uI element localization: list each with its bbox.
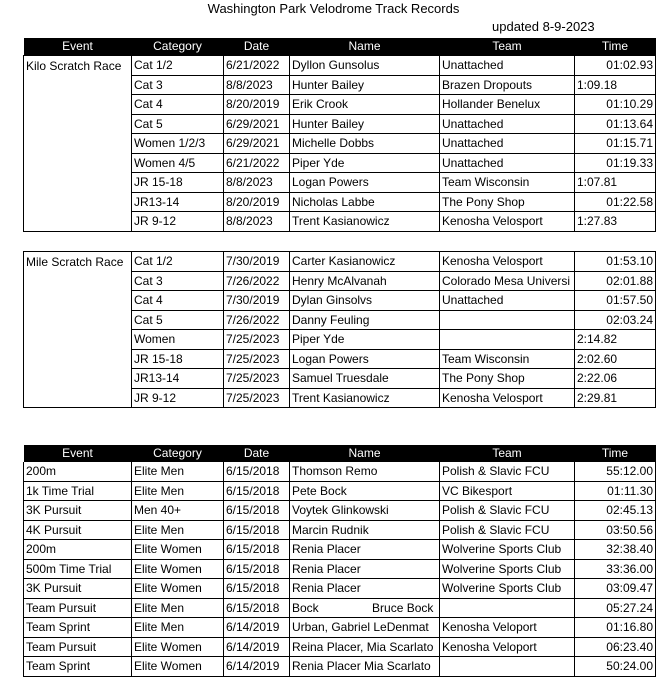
event-table-body	[24, 462, 656, 676]
header-time: Time	[575, 38, 656, 56]
time-cell: 2:29.81	[575, 388, 656, 408]
team-cell: Kenosha Velosport	[440, 212, 575, 232]
kilo-records-table	[23, 38, 656, 232]
category-cell: Elite Men	[132, 598, 224, 618]
category-cell: Elite Men	[132, 481, 224, 501]
name-cell: Renia Placer	[290, 540, 440, 560]
time-cell: 01:53.10	[575, 252, 656, 272]
date-cell: 6/15/2018	[224, 481, 290, 501]
time-cell: 1:09.18	[575, 75, 656, 95]
category-cell: JR13-14	[132, 192, 224, 212]
category-cell: Elite Men	[132, 618, 224, 638]
header-event: Event	[24, 38, 132, 56]
time-cell: 01:10.29	[575, 95, 656, 115]
team-cell: Kenosha Veloport	[440, 637, 575, 657]
time-cell: 06:23.40	[575, 637, 656, 657]
table-row	[24, 579, 656, 599]
table-row	[24, 95, 656, 115]
category-cell: JR 15-18	[132, 349, 224, 369]
team-cell: Brazen Dropouts	[440, 75, 575, 95]
time-cell: 01:19.33	[575, 153, 656, 173]
time-cell: 01:16.80	[575, 618, 656, 638]
date-cell: 6/15/2018	[224, 462, 290, 481]
table-row	[24, 637, 656, 657]
team-cell: Team Wisconsin	[440, 173, 575, 193]
category-cell: Cat 3	[132, 75, 224, 95]
team-cell	[440, 330, 575, 350]
date-cell: 6/29/2021	[224, 114, 290, 134]
team-cell: Wolverine Sports Club	[440, 559, 575, 579]
date-cell: 7/30/2019	[224, 252, 290, 272]
kilo-table-body	[24, 56, 656, 232]
table-row	[24, 657, 656, 677]
updated-date: updated 8-9-2023	[492, 19, 595, 34]
category-cell: JR13-14	[132, 369, 224, 389]
table-row	[24, 252, 656, 272]
name-cell: Samuel Truesdale	[290, 369, 440, 389]
event-cell	[24, 271, 132, 291]
event-cell	[24, 114, 132, 134]
event-cell	[24, 134, 132, 154]
event-cell	[24, 310, 132, 330]
team-cell: Hollander Benelux	[440, 95, 575, 115]
name-cell: Voytek Glinkowski	[290, 501, 440, 521]
header-team: Team	[440, 38, 575, 56]
name-cell: Carter Kasianowicz	[290, 252, 440, 272]
event-cell: 200m	[24, 462, 132, 481]
event-cell: 3K Pursuit	[24, 501, 132, 521]
team-cell: Unattached	[440, 153, 575, 173]
event-cell	[24, 173, 132, 193]
name-cell: Thomson Remo	[290, 462, 440, 481]
event-cell: Team Pursuit	[24, 598, 132, 618]
table-row	[24, 56, 656, 76]
category-cell: Women 1/2/3	[132, 134, 224, 154]
table-row	[24, 153, 656, 173]
time-cell: 01:11.30	[575, 481, 656, 501]
event-cell: Kilo Scratch Race	[24, 56, 132, 76]
event-cell	[24, 330, 132, 350]
category-cell: Elite Women	[132, 559, 224, 579]
event-cell: Team Sprint	[24, 618, 132, 638]
category-cell: Cat 4	[132, 95, 224, 115]
time-cell: 02:01.88	[575, 271, 656, 291]
team-cell: Polish & Slavic FCU	[440, 501, 575, 521]
category-cell: Women 4/5	[132, 153, 224, 173]
table-row	[24, 75, 656, 95]
time-cell: 01:15.71	[575, 134, 656, 154]
time-cell: 1:07.81	[575, 173, 656, 193]
name-cell: Michelle Dobbs	[290, 134, 440, 154]
category-cell: Elite Men	[132, 520, 224, 540]
category-cell: Elite Women	[132, 579, 224, 599]
date-cell: 7/26/2022	[224, 271, 290, 291]
table-row	[24, 559, 656, 579]
event-cell	[24, 95, 132, 115]
header-name: Name	[290, 38, 440, 56]
event-cell	[24, 369, 132, 389]
time-cell: 05:27.24	[575, 598, 656, 618]
header-date: Date	[224, 38, 290, 56]
name-cell: Logan Powers	[290, 173, 440, 193]
name-cell: Danny Feuling	[290, 310, 440, 330]
category-cell: Cat 5	[132, 310, 224, 330]
team-cell	[440, 598, 575, 618]
time-cell: 02:45.13	[575, 501, 656, 521]
team-cell: Polish & Slavic FCU	[440, 520, 575, 540]
category-cell: Men 40+	[132, 501, 224, 521]
name-cell: Erik Crook	[290, 95, 440, 115]
date-cell: 6/21/2022	[224, 56, 290, 76]
category-cell: Cat 1/2	[132, 252, 224, 272]
table-row	[24, 173, 656, 193]
team-cell: Wolverine Sports Club	[440, 579, 575, 599]
team-cell: Kenosha Velosport	[440, 388, 575, 408]
category-cell: JR 15-18	[132, 173, 224, 193]
team-cell: Polish & Slavic FCU	[440, 462, 575, 481]
event-cell: 1k Time Trial	[24, 481, 132, 501]
header-event: Event	[24, 445, 132, 462]
date-cell: 6/15/2018	[224, 598, 290, 618]
event-cell: 3K Pursuit	[24, 579, 132, 599]
name-cell: Logan Powers	[290, 349, 440, 369]
team-cell	[440, 657, 575, 677]
name-cell: Marcin Rudnik	[290, 520, 440, 540]
date-cell: 6/29/2021	[224, 134, 290, 154]
date-cell: 6/15/2018	[224, 501, 290, 521]
name-cell: Piper Yde	[290, 330, 440, 350]
table-header-row	[24, 38, 656, 56]
table-row	[24, 310, 656, 330]
table-row	[24, 192, 656, 212]
time-cell: 32:38.40	[575, 540, 656, 560]
team-cell: Kenosha Veloport	[440, 618, 575, 638]
name-cell: Henry McAlvanah	[290, 271, 440, 291]
table-row	[24, 349, 656, 369]
name-cell: Trent Kasianowicz	[290, 212, 440, 232]
header-name: Name	[290, 445, 440, 462]
table-row	[24, 388, 656, 408]
mile-records-table	[23, 251, 656, 408]
header-date: Date	[224, 445, 290, 462]
date-cell: 7/25/2023	[224, 349, 290, 369]
team-cell	[440, 310, 575, 330]
page-title: Washington Park Velodrome Track Records	[207, 1, 460, 16]
table-row	[24, 212, 656, 232]
date-cell: 6/15/2018	[224, 559, 290, 579]
event-cell: 200m	[24, 540, 132, 560]
name-cell: Hunter Bailey	[290, 114, 440, 134]
table-row	[24, 540, 656, 560]
time-cell: 33:36.00	[575, 559, 656, 579]
team-cell: Team Wisconsin	[440, 349, 575, 369]
time-cell: 1:27.83	[575, 212, 656, 232]
table-row	[24, 271, 656, 291]
name-cell: Dyllon Gunsolus	[290, 56, 440, 76]
header-time: Time	[575, 445, 656, 462]
event-cell	[24, 388, 132, 408]
date-cell: 7/26/2022	[224, 310, 290, 330]
table-row	[24, 618, 656, 638]
name-cell: Hunter Bailey	[290, 75, 440, 95]
team-cell: VC Bikesport	[440, 481, 575, 501]
table-row	[24, 481, 656, 501]
table-row	[24, 291, 656, 311]
name-cell: Bock Bruce Bock	[290, 598, 440, 618]
name-cell: Dylan Ginsolvs	[290, 291, 440, 311]
table-row	[24, 501, 656, 521]
time-cell: 2:22.06	[575, 369, 656, 389]
team-cell: Colorado Mesa Universi	[440, 271, 575, 291]
category-cell: Cat 5	[132, 114, 224, 134]
event-cell	[24, 75, 132, 95]
time-cell: 01:02.93	[575, 56, 656, 76]
event-cell	[24, 212, 132, 232]
date-cell: 6/14/2019	[224, 618, 290, 638]
time-cell: 55:12.00	[575, 462, 656, 481]
table-header-row	[24, 445, 656, 462]
time-cell: 2:02.60	[575, 349, 656, 369]
name-cell: Trent Kasianowicz	[290, 388, 440, 408]
name-cell: Urban, Gabriel LeDenmat	[290, 618, 440, 638]
table-row	[24, 598, 656, 618]
date-cell: 6/14/2019	[224, 637, 290, 657]
table-row	[24, 114, 656, 134]
category-cell: Women	[132, 330, 224, 350]
date-cell: 7/25/2023	[224, 369, 290, 389]
event-cell	[24, 291, 132, 311]
event-cell	[24, 153, 132, 173]
time-cell: 01:22.58	[575, 192, 656, 212]
date-cell: 6/15/2018	[224, 579, 290, 599]
category-cell: Cat 1/2	[132, 56, 224, 76]
event-cell: 500m Time Trial	[24, 559, 132, 579]
event-records-table	[23, 445, 656, 677]
name-cell: Renia Placer	[290, 579, 440, 599]
category-cell: Cat 3	[132, 271, 224, 291]
time-cell: 03:50.56	[575, 520, 656, 540]
time-cell: 02:03.24	[575, 310, 656, 330]
category-cell: JR 9-12	[132, 388, 224, 408]
team-cell: Kenosha Velosport	[440, 252, 575, 272]
team-cell: Unattached	[440, 56, 575, 76]
date-cell: 6/15/2018	[224, 540, 290, 560]
time-cell: 50:24.00	[575, 657, 656, 677]
mile-table-body	[24, 252, 656, 408]
table-row	[24, 462, 656, 481]
team-cell: Wolverine Sports Club	[440, 540, 575, 560]
event-cell: 4K Pursuit	[24, 520, 132, 540]
time-cell: 03:09.47	[575, 579, 656, 599]
table-row	[24, 330, 656, 350]
category-cell: Elite Women	[132, 540, 224, 560]
name-cell: Reina Placer, Mia Scarlato	[290, 637, 440, 657]
date-cell: 6/15/2018	[224, 520, 290, 540]
table-row	[24, 520, 656, 540]
team-cell: The Pony Shop	[440, 192, 575, 212]
time-cell: 01:57.50	[575, 291, 656, 311]
event-cell: Team Sprint	[24, 657, 132, 677]
header-category: Category	[132, 38, 224, 56]
name-cell: Pete Bock	[290, 481, 440, 501]
table-row	[24, 369, 656, 389]
date-cell: 8/8/2023	[224, 212, 290, 232]
table-row	[24, 134, 656, 154]
header-category: Category	[132, 445, 224, 462]
event-cell: Mile Scratch Race	[24, 252, 132, 272]
event-cell: Team Pursuit	[24, 637, 132, 657]
team-cell: Unattached	[440, 134, 575, 154]
date-cell: 8/8/2023	[224, 75, 290, 95]
date-cell: 8/8/2023	[224, 173, 290, 193]
team-cell: Unattached	[440, 291, 575, 311]
category-cell: Elite Women	[132, 657, 224, 677]
name-cell: Nicholas Labbe	[290, 192, 440, 212]
category-cell: Cat 4	[132, 291, 224, 311]
date-cell: 7/25/2023	[224, 388, 290, 408]
time-cell: 01:13.64	[575, 114, 656, 134]
team-cell: The Pony Shop	[440, 369, 575, 389]
event-cell	[24, 192, 132, 212]
date-cell: 8/20/2019	[224, 192, 290, 212]
category-cell: Elite Women	[132, 637, 224, 657]
date-cell: 6/14/2019	[224, 657, 290, 677]
date-cell: 7/30/2019	[224, 291, 290, 311]
name-cell: Piper Yde	[290, 153, 440, 173]
date-cell: 8/20/2019	[224, 95, 290, 115]
category-cell: Elite Men	[132, 462, 224, 481]
date-cell: 6/21/2022	[224, 153, 290, 173]
category-cell: JR 9-12	[132, 212, 224, 232]
name-cell: Renia Placer Mia Scarlato	[290, 657, 440, 677]
team-cell: Unattached	[440, 114, 575, 134]
name-cell: Renia Placer	[290, 559, 440, 579]
time-cell: 2:14.82	[575, 330, 656, 350]
event-cell	[24, 349, 132, 369]
header-team: Team	[440, 445, 575, 462]
date-cell: 7/25/2023	[224, 330, 290, 350]
